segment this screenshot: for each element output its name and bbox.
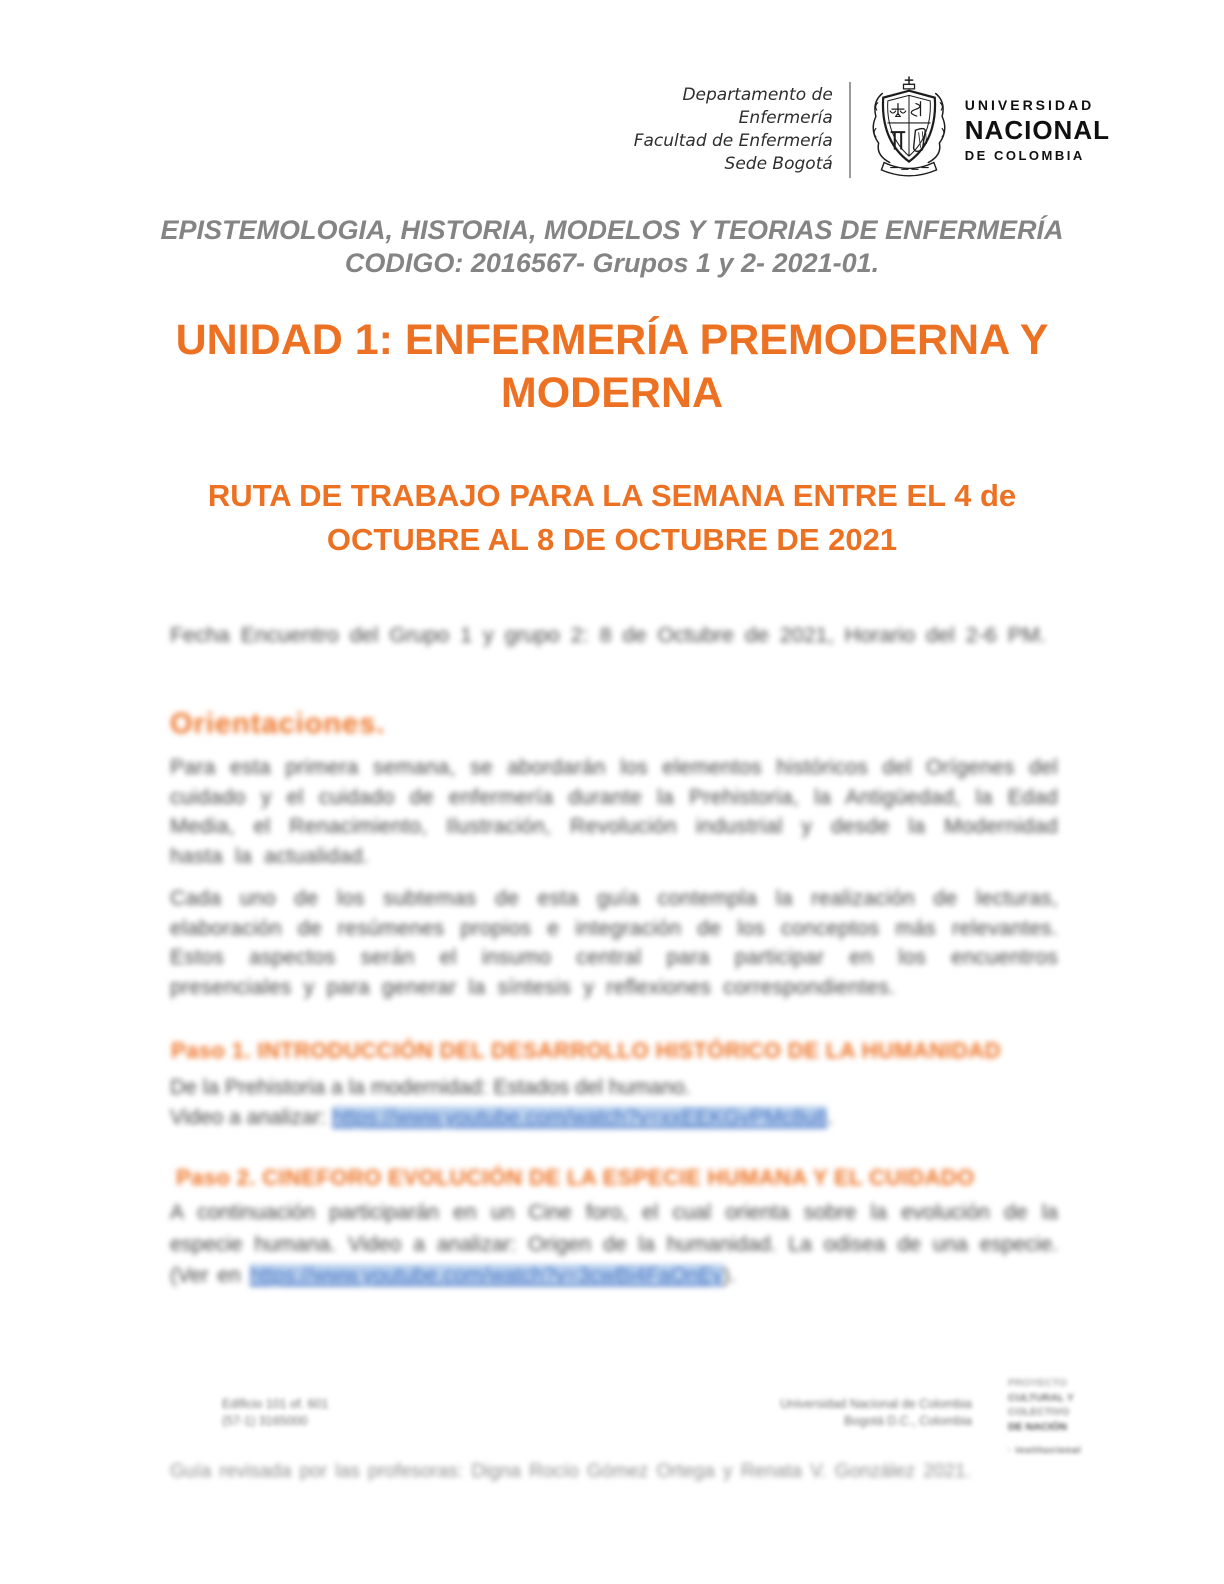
footer-brand-line2: CULTURAL Y bbox=[1008, 1391, 1074, 1404]
header-divider bbox=[849, 82, 851, 178]
footer-left-line2: (57-1) 3165000 bbox=[222, 1414, 308, 1428]
faculty-line: Facultad de Enfermería bbox=[633, 131, 833, 151]
paso2-heading: Paso 2. CINEFORO EVOLUCIÓN DE LA ESPECIE HUMANA Y EL CUIDADO bbox=[176, 1165, 975, 1190]
footer-brand-tagline: · institucional bbox=[1008, 1445, 1082, 1455]
week-route-line2: OCTUBRE AL 8 DE OCTUBRE DE 2021 bbox=[326, 522, 898, 557]
week-route-heading bbox=[0, 474, 1224, 562]
footer-left-block bbox=[222, 1396, 328, 1430]
footer-brand-line4: DE NACIÓN bbox=[1008, 1420, 1067, 1433]
course-title-line: EPISTEMOLOGIA, HISTORIA, MODELOS Y TEORIAS DE ENFERMERÍA bbox=[160, 215, 1064, 245]
paso1-heading: Paso 1. INTRODUCCIÓN DEL DESARROLLO HISTÓRICO DE LA HUMANIDAD bbox=[171, 1038, 1001, 1063]
footer-brand-line1: PROYECTO bbox=[1008, 1377, 1067, 1389]
schedule-line: Fecha Encuentro del Grupo 1 y grupo 2: 8 de Octubre de 2021, Horario del 2-6 PM. bbox=[170, 623, 1046, 647]
paso1-subtitle: De la Prehistoria a la modernidad: Estados del humano. bbox=[170, 1076, 691, 1099]
university-wordmark bbox=[965, 97, 1110, 163]
paso1-video-label: Video a analizar: bbox=[170, 1106, 332, 1129]
paso1-video-link[interactable]: https://www.youtube.com/watch?v=xxEEKGvPMc8u8 bbox=[331, 1106, 828, 1129]
footer-left-line1: Edificio 101 of. 601 bbox=[222, 1397, 329, 1411]
orientaciones-paragraph-1: Para esta primera semana, se abordarán los elementos históricos del Orígenes del cuidado y el cuidado de enfermería durante la Prehistoria, la Antigüedad, la Edad Media, el Renacimiento, Ilustración, Revolución industrial y desde la Modernidad hasta la actualidad. bbox=[170, 756, 1058, 868]
university-crest-icon bbox=[863, 75, 955, 186]
footer-revision-line: Guía revisada por las profesoras: Digna Rocío Gómez Ortega y Renata V. González 2021. bbox=[170, 1461, 971, 1482]
wordmark-universidad: UNIVERSIDAD bbox=[964, 97, 1095, 113]
page-header bbox=[615, 76, 1110, 184]
paso2-text-after: ). bbox=[722, 1264, 736, 1287]
orientaciones-heading: Orientaciones. bbox=[170, 708, 386, 740]
paso2-paragraph bbox=[170, 1197, 1058, 1292]
paso2-video-link[interactable]: https://www.youtube.com/watch?v=3cwBi4FaOnEy bbox=[249, 1264, 723, 1287]
course-title bbox=[0, 214, 1224, 280]
footer-right-block bbox=[780, 1396, 972, 1430]
paso1-video-line bbox=[170, 1106, 833, 1130]
unit-heading bbox=[0, 314, 1224, 420]
footer-brand-line3: COLECTIVO bbox=[1008, 1406, 1070, 1418]
unit-heading-line1: UNIDAD 1: ENFERMERÍA PREMODERNA Y bbox=[175, 316, 1049, 364]
unit-heading-line2: MODERNA bbox=[500, 369, 724, 417]
footer-brand-block bbox=[1008, 1376, 1108, 1458]
wordmark-nacional: NACIONAL bbox=[964, 115, 1110, 145]
footer-right-line1: Universidad Nacional de Colombia bbox=[780, 1397, 972, 1411]
footer-right-line2: Bogotá D.C., Colombia bbox=[844, 1414, 972, 1428]
orientaciones-paragraph-2: Cada uno de los subtemas de esta guía contempla la realización de lecturas, elaboración de resúmenes propios e integración de los conceptos más relevantes. Estos aspectos serán el insumo central para participar en los encuentros presenciales y para generar la síntesis y reflexiones correspondientes. bbox=[170, 887, 1058, 999]
course-code-line: CODIGO: 2016567- Grupos 1 y 2- 2021-01. bbox=[344, 248, 880, 278]
week-route-line1: RUTA DE TRABAJO PARA LA SEMANA ENTRE EL 4 de bbox=[207, 478, 1017, 513]
department-line: Departamento de Enfermería bbox=[682, 85, 833, 128]
department-lines bbox=[615, 84, 849, 176]
wordmark-de-colombia: DE COLOMBIA bbox=[964, 148, 1085, 163]
paso1-video-period: . bbox=[827, 1106, 834, 1129]
paso2-text-before: A continuación participarán en un Cine foro, el cual orienta sobre la evolución de la especie humana. Video a analizar: Origen de la humanidad. La odisea de una especie. (Ver en bbox=[170, 1201, 1058, 1287]
campus-line: Sede Bogotá bbox=[724, 154, 833, 174]
